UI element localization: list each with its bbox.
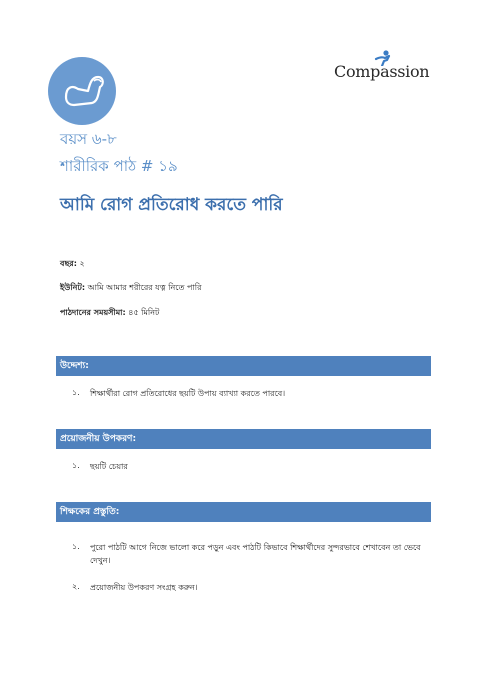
time-line [60, 307, 159, 320]
year-label: বছর: [60, 259, 77, 268]
unit-label: ইউনিট: [60, 283, 86, 292]
time-value: ৪৫ মিনিট [128, 308, 160, 317]
item-number: ১. [72, 461, 80, 470]
unit-line [60, 282, 201, 295]
time-label: পাঠদানের সময়সীমা: [60, 308, 126, 317]
list-item [72, 387, 285, 400]
lesson-number: শারীরিক পাঠ # ১৯ [60, 157, 178, 175]
unit-value: আমি আমার শরীরের যত্ন নিতে পারি [87, 283, 202, 292]
year-value: ২ [79, 259, 85, 268]
list-item [72, 541, 430, 567]
year-line [60, 258, 85, 271]
section-heading-materials: প্রয়োজনীয় উপকরণ: [56, 429, 431, 449]
item-text: শিক্ষার্থীরা রোগ প্রতিরোধের ছয়টি উপায় ব্যাখ্যা করতে পারবে। [90, 389, 286, 398]
section-heading-preparation: শিক্ষকের প্রস্তুতি: [56, 502, 431, 522]
item-text: ছয়টি চেয়ার [90, 462, 128, 471]
age-range: বয়স ৬-৮ [60, 130, 117, 148]
compassion-logo [330, 50, 436, 86]
list-item [72, 581, 198, 594]
item-text: পুরো পাঠটি আগে নিজে ভালো করে পড়ুন এবং পাঠটি কিভাবে শিক্ষার্থীদের সুন্দরভাবে শেখাবেন তা ভেবে দেখুন। [90, 543, 421, 565]
section-heading-objective: উদ্দেশ্য: [56, 356, 431, 376]
logo-text: Compassion [334, 62, 430, 81]
lesson-title: আমি রোগ প্রতিরোধ করতে পারি [60, 195, 283, 215]
item-number: ১. [72, 388, 80, 397]
list-item [72, 460, 128, 473]
item-number: ১. [72, 542, 80, 551]
item-text: প্রয়োজনীয় উপকরণ সংগ্রহ করুন। [90, 583, 198, 592]
item-number: ২. [72, 582, 80, 591]
flexed-arm-icon [48, 57, 116, 125]
